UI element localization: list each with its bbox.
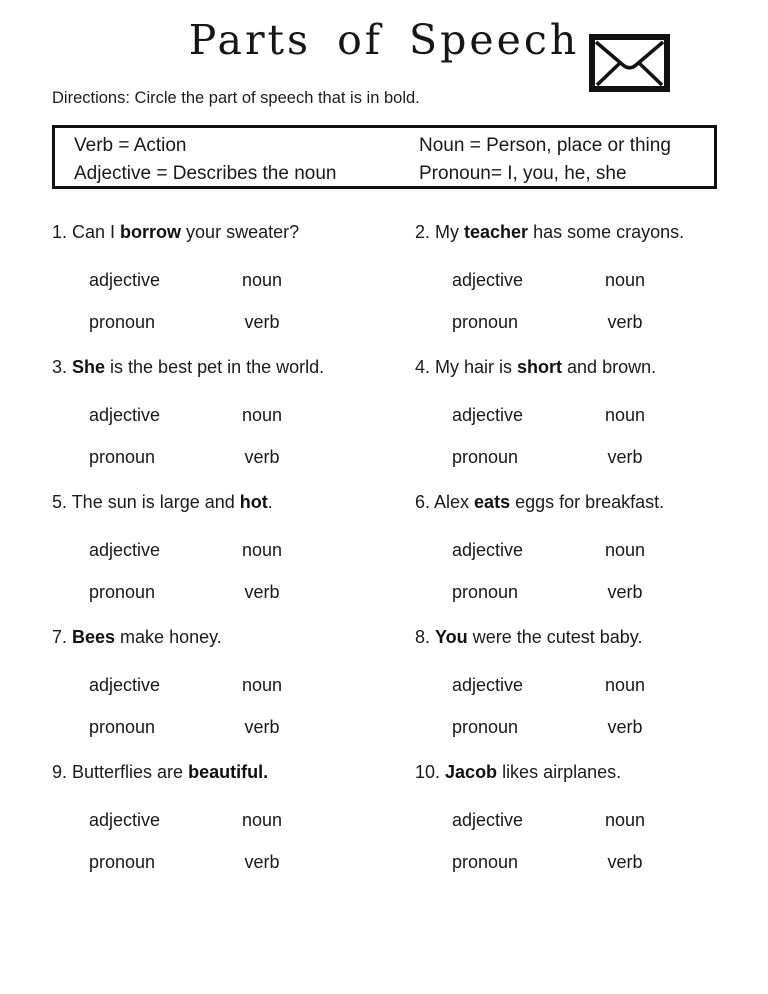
question-text xyxy=(52,762,415,783)
option-adjective[interactable]: adjective xyxy=(89,675,161,695)
q-post: and brown. xyxy=(562,357,657,377)
question-7 xyxy=(52,627,415,762)
q-pre: 5. The sun is large and xyxy=(52,492,240,512)
question-text xyxy=(415,627,732,648)
definitions-box xyxy=(52,125,717,189)
question-1 xyxy=(52,222,415,357)
option-pronoun[interactable]: pronoun xyxy=(89,447,156,467)
question-2 xyxy=(415,222,732,357)
option-pronoun[interactable]: pronoun xyxy=(452,852,519,872)
question-text xyxy=(52,492,415,513)
question-8 xyxy=(415,627,732,762)
question-text xyxy=(415,762,732,783)
option-noun[interactable]: noun xyxy=(241,540,283,560)
definition-verb: Verb = Action xyxy=(74,135,187,156)
answer-options xyxy=(89,810,415,873)
definition-pronoun: Pronoun= I, you, he, she xyxy=(419,163,627,184)
bold-word: beautiful. xyxy=(188,762,269,782)
option-verb[interactable]: verb xyxy=(244,447,280,467)
question-9 xyxy=(52,762,415,897)
option-noun[interactable]: noun xyxy=(604,540,646,560)
q-pre: 10. xyxy=(415,762,446,782)
answer-options xyxy=(452,540,732,603)
questions-grid xyxy=(52,222,732,897)
option-noun[interactable]: noun xyxy=(241,810,283,830)
option-verb[interactable]: verb xyxy=(607,447,643,467)
option-pronoun[interactable]: pronoun xyxy=(452,582,519,602)
option-adjective[interactable]: adjective xyxy=(89,810,161,830)
option-verb[interactable]: verb xyxy=(607,717,643,737)
option-verb[interactable]: verb xyxy=(607,852,643,872)
q-post: your sweater? xyxy=(181,222,300,242)
answer-options xyxy=(89,270,415,333)
option-adjective[interactable]: adjective xyxy=(89,270,161,290)
answer-options xyxy=(452,405,732,468)
question-text xyxy=(52,222,415,243)
option-adjective[interactable]: adjective xyxy=(452,675,524,695)
answer-options xyxy=(89,540,415,603)
answer-options xyxy=(452,810,732,873)
answer-options xyxy=(452,270,732,333)
q-post: make honey. xyxy=(115,627,222,647)
page-title: Parts of Speech xyxy=(188,16,580,64)
q-pre: 8. xyxy=(415,627,436,647)
envelope-icon xyxy=(589,34,670,92)
bold-word: hot xyxy=(239,492,268,512)
option-pronoun[interactable]: pronoun xyxy=(452,312,519,332)
option-adjective[interactable]: adjective xyxy=(89,405,161,425)
question-4 xyxy=(415,357,732,492)
q-post: eggs for breakfast. xyxy=(510,492,665,512)
q-pre: 1. Can I xyxy=(52,222,121,242)
answer-options xyxy=(89,675,415,738)
question-10 xyxy=(415,762,732,897)
definition-adjective: Adjective = Describes the noun xyxy=(74,163,337,184)
option-noun[interactable]: noun xyxy=(241,270,283,290)
option-pronoun[interactable]: pronoun xyxy=(89,312,156,332)
question-text xyxy=(415,492,732,513)
q-post: were the cutest baby. xyxy=(467,627,643,647)
answer-options xyxy=(452,675,732,738)
question-3 xyxy=(52,357,415,492)
q-pre: 6. Alex xyxy=(415,492,475,512)
option-verb[interactable]: verb xyxy=(607,582,643,602)
q-pre: 9. Butterflies are xyxy=(52,762,189,782)
option-noun[interactable]: noun xyxy=(604,405,646,425)
q-pre: 2. My xyxy=(415,222,465,242)
option-noun[interactable]: noun xyxy=(604,675,646,695)
directions-text: Directions: Circle the part of speech that is in bold. xyxy=(52,89,420,107)
question-text xyxy=(52,627,415,648)
option-pronoun[interactable]: pronoun xyxy=(452,717,519,737)
option-pronoun[interactable]: pronoun xyxy=(89,582,156,602)
bold-word: Jacob xyxy=(445,762,498,782)
q-post: is the best pet in the world. xyxy=(105,357,325,377)
q-pre: 7. xyxy=(52,627,73,647)
q-post: . xyxy=(267,492,273,512)
question-text xyxy=(415,357,732,378)
option-adjective[interactable]: adjective xyxy=(452,405,524,425)
option-verb[interactable]: verb xyxy=(607,312,643,332)
option-verb[interactable]: verb xyxy=(244,852,280,872)
question-text xyxy=(415,222,732,243)
q-pre: 4. My hair is xyxy=(415,357,518,377)
definition-noun: Noun = Person, place or thing xyxy=(419,135,671,156)
option-pronoun[interactable]: pronoun xyxy=(89,717,156,737)
bold-word: short xyxy=(517,357,563,377)
question-text xyxy=(52,357,415,378)
question-5 xyxy=(52,492,415,627)
option-pronoun[interactable]: pronoun xyxy=(452,447,519,467)
bold-word: teacher xyxy=(464,222,529,242)
bold-word: borrow xyxy=(120,222,182,242)
option-verb[interactable]: verb xyxy=(244,717,280,737)
option-verb[interactable]: verb xyxy=(244,582,280,602)
q-post: likes airplanes. xyxy=(497,762,622,782)
q-post: has some crayons. xyxy=(528,222,685,242)
option-adjective[interactable]: adjective xyxy=(452,540,524,560)
option-adjective[interactable]: adjective xyxy=(89,540,161,560)
option-verb[interactable]: verb xyxy=(244,312,280,332)
option-pronoun[interactable]: pronoun xyxy=(89,852,156,872)
bold-word: You xyxy=(435,627,468,647)
bold-word: She xyxy=(72,357,106,377)
q-pre: 3. xyxy=(52,357,73,377)
bold-word: Bees xyxy=(72,627,116,647)
question-6 xyxy=(415,492,732,627)
option-adjective[interactable]: adjective xyxy=(452,270,524,290)
bold-word: eats xyxy=(474,492,511,512)
answer-options xyxy=(89,405,415,468)
option-noun[interactable]: noun xyxy=(241,675,283,695)
option-noun[interactable]: noun xyxy=(604,810,646,830)
option-adjective[interactable]: adjective xyxy=(452,810,524,830)
option-noun[interactable]: noun xyxy=(241,405,283,425)
option-noun[interactable]: noun xyxy=(604,270,646,290)
